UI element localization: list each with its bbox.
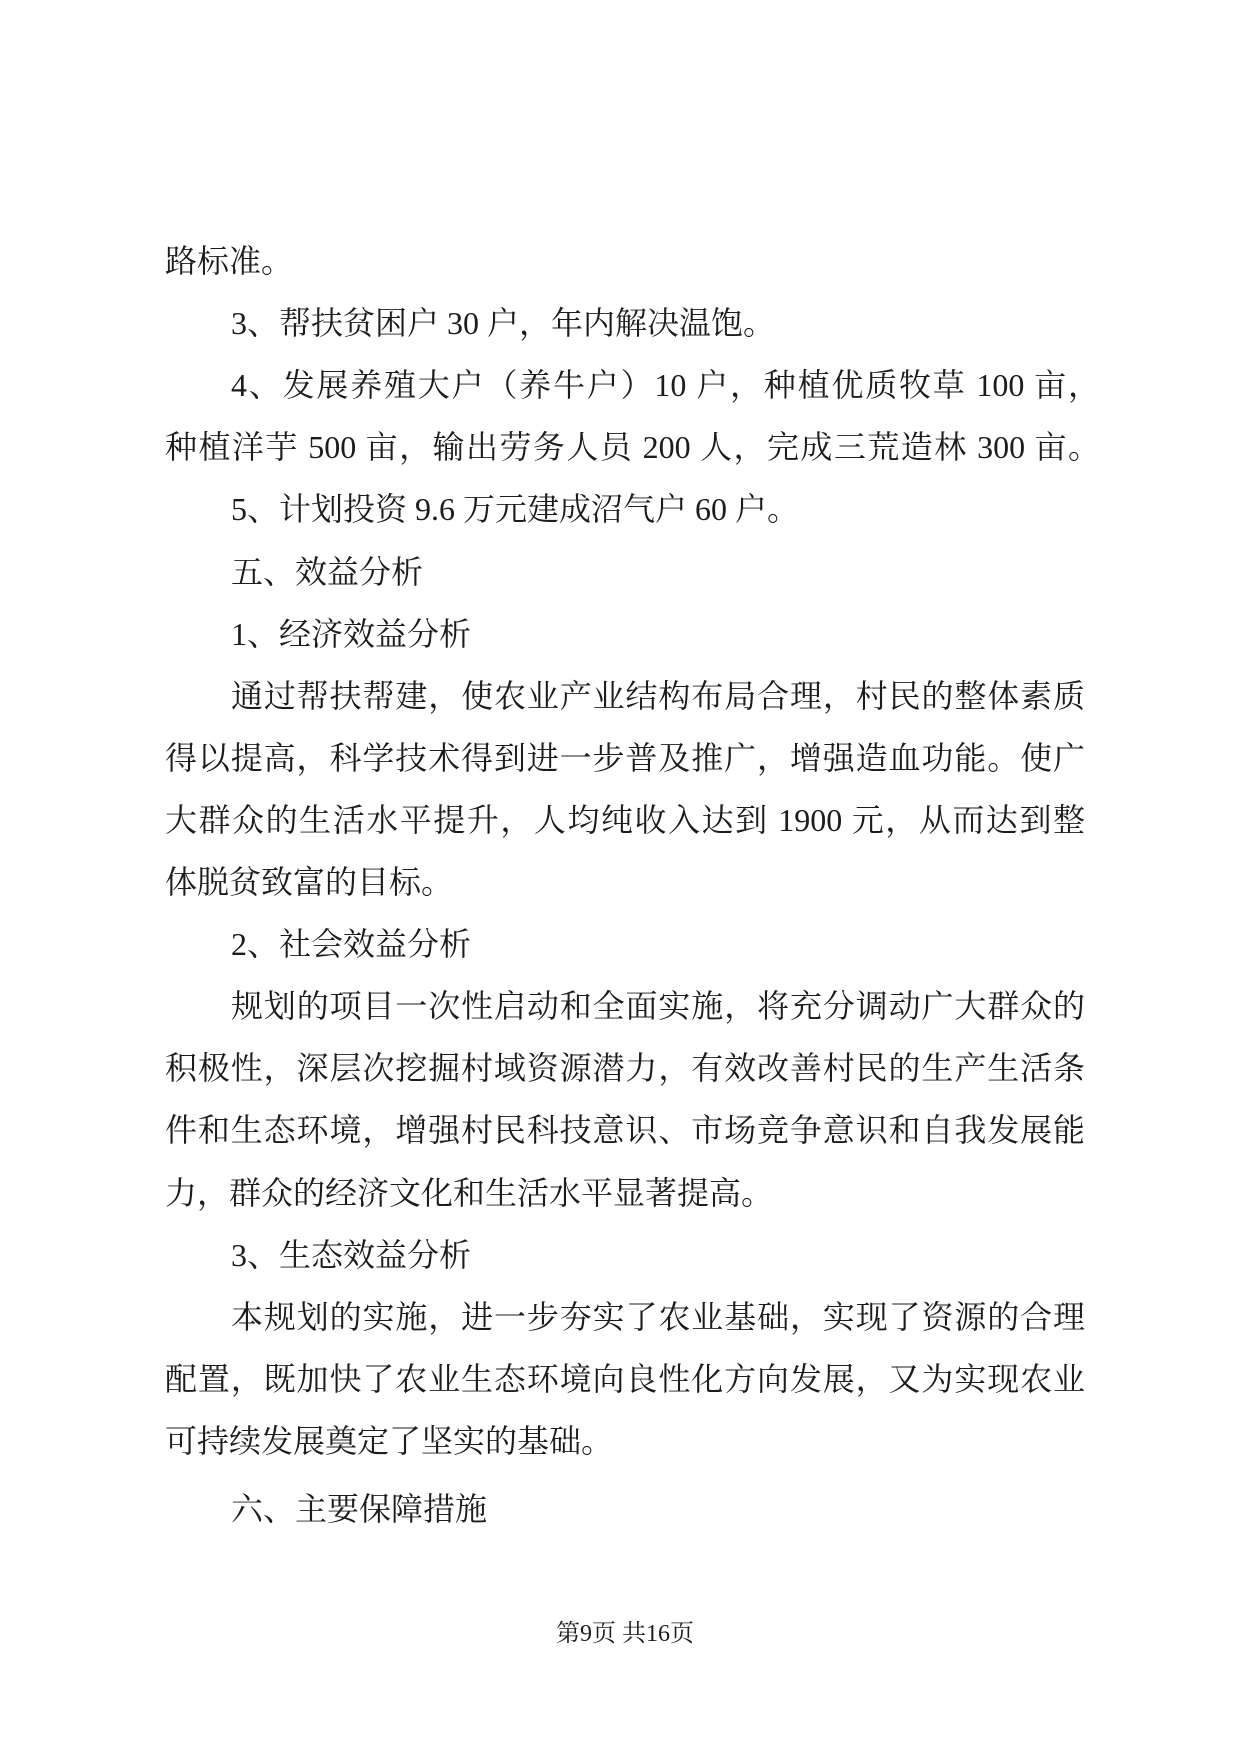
paragraph-line: 可持续发展奠定了坚实的基础。 — [165, 1423, 614, 1459]
section-heading: 五、效益分析 — [231, 554, 424, 590]
paragraph-line: 得以提高，科学技术得到进一步普及推广，增强造血功能。使广 — [165, 740, 1085, 776]
section-heading: 六、主要保障措施 — [231, 1491, 488, 1527]
paragraph-line: 体脱贫致富的目标。 — [165, 864, 454, 900]
subsection-heading: 3、生态效益分析 — [231, 1237, 472, 1273]
list-item: 5、计划投资 9.6 万元建成沼气户 60 户。 — [231, 491, 800, 527]
paragraph-line: 积极性，深层次挖掘村域资源潜力，有效改善村民的生产生活条 — [165, 1050, 1085, 1086]
paragraph-line: 大群众的生活水平提升，人均纯收入达到 1900 元，从而达到整 — [165, 802, 1085, 838]
paragraph-line: 件和生态环境，增强村民科技意识、市场竞争意识和自我发展能 — [165, 1112, 1085, 1148]
subsection-heading: 2、社会效益分析 — [231, 926, 472, 962]
list-item-continuation: 种植洋芋 500 亩，输出劳务人员 200 人，完成三荒造林 300 亩。 — [165, 429, 1100, 465]
paragraph-line: 通过帮扶帮建，使农业产业结构布局合理，村民的整体素质 — [231, 678, 1085, 714]
page-number-footer: 第9页 共16页 — [556, 1621, 694, 1647]
subsection-heading: 1、经济效益分析 — [231, 616, 472, 652]
paragraph-line: 规划的项目一次性启动和全面实施，将充分调动广大群众的 — [231, 988, 1085, 1024]
list-item: 4、发展养殖大户（养牛户）10 户，种植优质牧草 100 亩， — [231, 367, 1100, 403]
paragraph-line: 力，群众的经济文化和生活水平显著提高。 — [165, 1175, 774, 1211]
list-item: 3、帮扶贫困户 30 户，年内解决温饱。 — [231, 305, 776, 341]
paragraph-line: 路标准。 — [165, 243, 294, 279]
paragraph-line: 本规划的实施，进一步夯实了农业基础，实现了资源的合理 — [231, 1299, 1085, 1335]
paragraph-line: 配置，既加快了农业生态环境向良性化方向发展，又为实现农业 — [165, 1361, 1085, 1397]
